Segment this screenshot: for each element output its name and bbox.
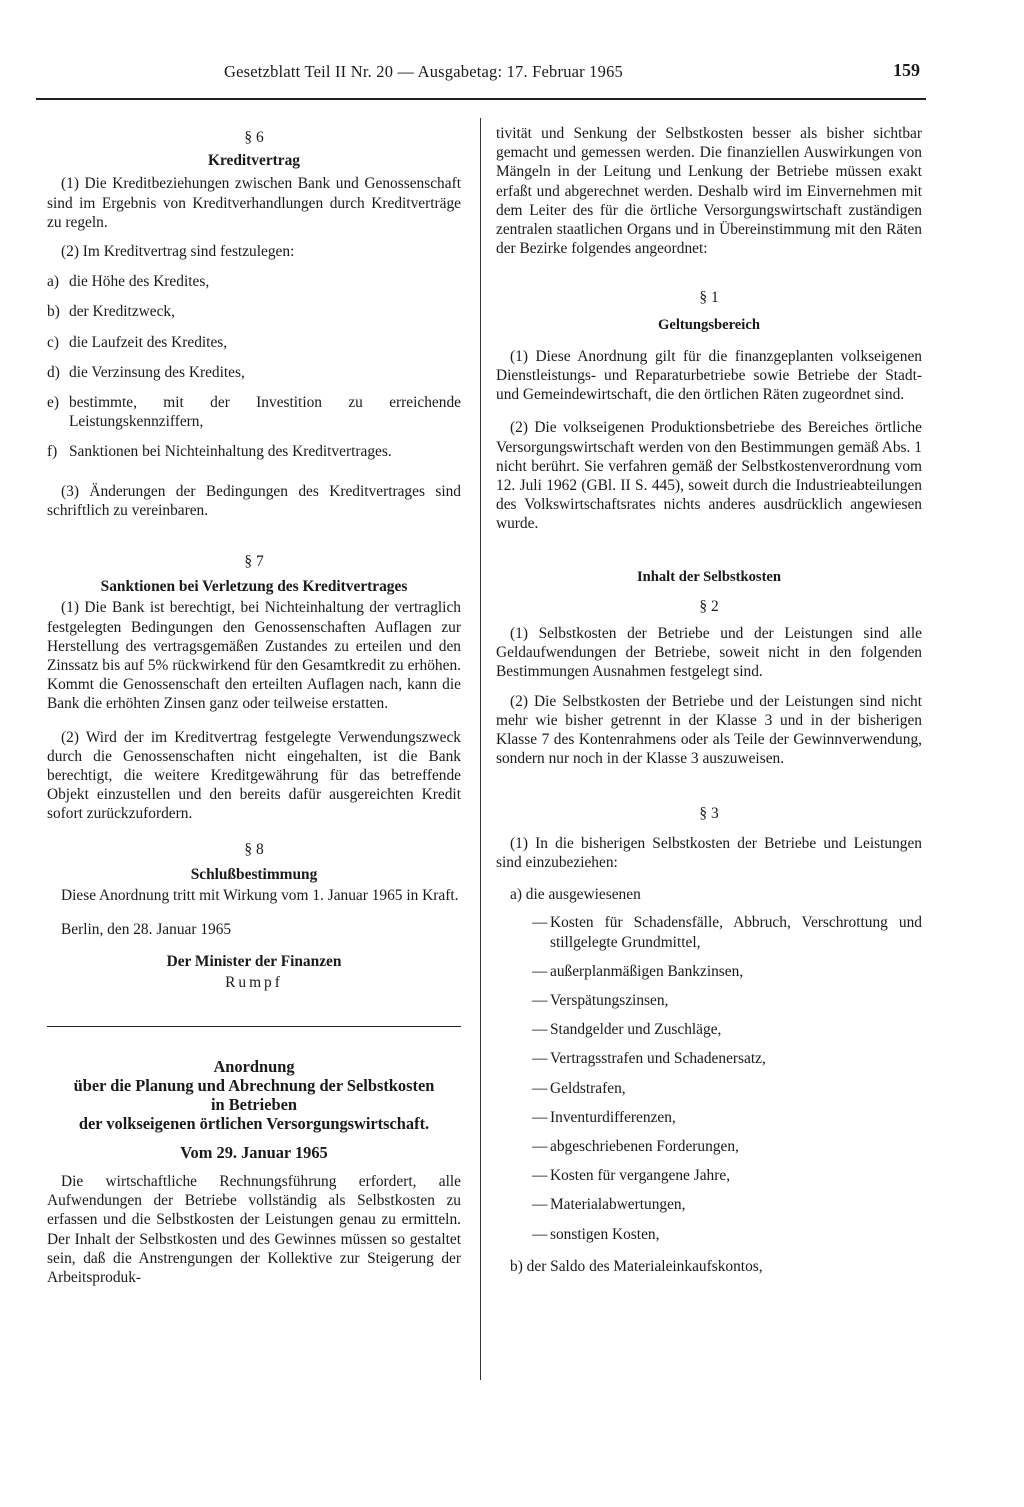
list-item: — Kosten für vergangene Jahre, — [532, 1167, 731, 1185]
ordinance-date: Vom 29. Januar 1965 — [180, 1142, 328, 1162]
section-3-sublist — [496, 913, 922, 1243]
column-divider — [480, 118, 481, 1380]
section-6-title: Kreditvertrag — [207, 152, 301, 170]
ordinance-title-line-2: über die Planung und Abrechnung der Selbstkosten — [73, 1075, 435, 1095]
list-item: a) die Höhe des Kredites, — [47, 273, 210, 291]
section-3-item-a: a) die ausgewiesenen — [510, 886, 641, 904]
list-item: — Inventurdifferenzen, — [532, 1108, 676, 1126]
section-7-number: § 7 — [244, 553, 264, 571]
list-item: e) bestimmte, mit der Investition zu erreichende Leistungskennziffern, — [47, 394, 461, 431]
page-number: 159 — [893, 60, 920, 80]
list-item: — Kosten für Schadensfälle, Abbruch, Verschrottung und stillgelegte Grundmittel, — [532, 914, 922, 951]
list-item: — Standgelder und Zuschläge, — [532, 1021, 722, 1039]
place-and-date: Berlin, den 28. Januar 1965 — [61, 921, 232, 939]
ordinance-intro-continued: tivität und Senkung der Selbstkosten besser als bisher sichtbar gemacht und gemessen werden. Die finanziellen Auswirkungen von Mängeln in der Leitung und Lenkung der Betriebe müssen exakt erfaßt und abgerechnet werden. Deshalb wird im Einvernehmen mit dem Leiter des für die örtliche Versorgungswirtschaft zuständigen zentralen staatlichen Organs und in Übereinstimmung mit den Räten der Bezirke folgendes angeordnet: — [496, 125, 922, 258]
section-7-paragraph-1: (1) Die Bank ist berechtigt, bei Nichteinhaltung der vertraglich festgelegten Bedingungen den Genossenschaften Auflagen zur Herstellung des vertragsgemäßen Zustandes zu erteilen und den Zinssatz bis auf 5% rückwirkend für den Gesamtkredit zu erhöhen. Kommt die Genossenschaft den erteilten Auflagen nach, kann die Bank die erhöhten Zinsen ganz oder teilweise erstatten. — [47, 599, 461, 713]
section-6-number: § 6 — [244, 129, 264, 146]
right-column — [496, 124, 922, 1276]
list-item: — Materialabwertungen, — [532, 1196, 686, 1214]
section-3-paragraph-1: (1) In die bisherigen Selbstkosten der Betriebe und Leistungen sind einzubeziehen: — [496, 834, 922, 871]
section-2-number: § 2 — [699, 597, 719, 615]
contents-heading: Inhalt der Selbstkosten — [636, 568, 782, 585]
section-1-paragraph-2: (2) Die volkseigenen Produktionsbetriebe des Bereiches örtliche Versorgungswirtschaft werden von den Bestimmungen gemäß Abs. 1 nicht berührt. Sie verfahren gemäß der Selbstkostenverordnung vom 12. Juli 1962 (GBl. II S. 445), soweit durch die Industrieabteilungen des Volkswirtschaftsrates nichts anderes ausdrücklich angewiesen wurde. — [496, 419, 922, 533]
signer-title: Der Minister der Finanzen — [166, 952, 342, 970]
section-8-number: § 8 — [244, 840, 264, 858]
ordinance-title: Anordnung — [213, 1056, 295, 1076]
section-7-title: Sanktionen bei Verletzung des Kreditvertrages — [100, 578, 408, 596]
list-item: c) die Laufzeit des Kredites, — [47, 333, 228, 351]
ordinance-title-line-3: in Betrieben — [210, 1094, 298, 1114]
list-item: — außerplanmäßigen Bankzinsen, — [532, 962, 744, 980]
page-header — [36, 62, 926, 100]
left-column — [47, 120, 461, 1287]
section-8-paragraph: Diese Anordnung tritt mit Wirkung vom 1. Januar 1965 in Kraft. — [61, 887, 459, 905]
section-8-title: Schlußbestimmung — [190, 865, 318, 883]
section-1-paragraph-1: (1) Diese Anordnung gilt für die finanzgeplanten volkseigenen Dienstleistungs- und Reparaturbetriebe sowie Betriebe der Stadt- und Gemeindewirtschaft, die den örtlichen Räten zugeordnet sind. — [496, 347, 922, 404]
list-item: — Vertragsstrafen und Schadenersatz, — [532, 1050, 766, 1068]
section-3-number: § 3 — [699, 805, 719, 823]
list-item: d) die Verzinsung des Kredites, — [47, 363, 245, 381]
section-6-list — [47, 272, 461, 461]
ordinance-title-line-4: der volkseigenen örtlichen Versorgungswirtschaft. — [78, 1113, 430, 1133]
list-item: — abgeschriebenen Forderungen, — [532, 1137, 739, 1155]
list-item: — Verspätungszinsen, — [532, 991, 669, 1009]
list-item: — Geldstrafen, — [532, 1079, 626, 1097]
section-1-number: § 1 — [699, 289, 719, 307]
section-3-item-b: b) der Saldo des Materialeinkaufskontos, — [510, 1257, 763, 1275]
section-6-paragraph-3: (3) Änderungen der Bedingungen des Kreditvertrages sind schriftlich zu vereinbaren. — [47, 482, 461, 519]
section-2-paragraph-2: (2) Die Selbstkosten der Betriebe und der Leistungen sind nicht mehr wie bisher getrennt in der Klasse 3 und in der bisherigen Klasse 7 des Kontenrahmens oder als Teile der Gewinnverwendung, sondern nur noch in der Klasse 3 auszuweisen. — [496, 692, 922, 768]
list-item: — sonstigen Kosten, — [532, 1225, 660, 1243]
header-title: Gesetzblatt Teil II Nr. 20 — Ausgabetag: 17. Februar 1965 — [224, 62, 623, 81]
section-separator-rule — [47, 1026, 461, 1027]
signer-name: Rumpf — [225, 973, 283, 991]
section-2-paragraph-1: (1) Selbstkosten der Betriebe und der Leistungen sind alle Geldaufwendungen der Betriebe, soweit nicht in den folgenden Bestimmungen Ausnahmen festgelegt sind. — [496, 625, 922, 681]
section-6-paragraph-2: (2) Im Kreditvertrag sind festzulegen: — [61, 243, 295, 261]
list-item: f) Sanktionen bei Nichteinhaltung des Kreditvertrages. — [47, 443, 392, 461]
list-item: b) der Kreditzweck, — [47, 303, 175, 321]
section-1-title: Geltungsbereich — [658, 316, 760, 333]
ordinance-intro: Die wirtschaftliche Rechnungsführung erfordert, alle Aufwendungen der Betriebe vollständig als Selbstkosten zu erfassen und die Selbstkosten der Leistungen genau zu ermitteln. Der Inhalt der Selbstkosten und des Gewinnes müssen so gestaltet sein, daß die Anstrengungen der Kollektive zur Steigerung der Arbeitsproduk- — [47, 1172, 461, 1286]
section-7-paragraph-2: (2) Wird der im Kreditvertrag festgelegte Verwendungszweck durch die Genossenschaften nicht eingehalten, ist die Bank berechtigt, die weitere Kreditgewährung für das betreffende Objekt einzustellen und den bereits dafür ausgereichten Kredit sofort zurückzufordern. — [47, 728, 461, 823]
section-6-paragraph-1: (1) Die Kreditbeziehungen zwischen Bank und Genossenschaft sind im Ergebnis von Kreditverhandlungen durch Kreditverträge zu regeln. — [47, 175, 461, 231]
